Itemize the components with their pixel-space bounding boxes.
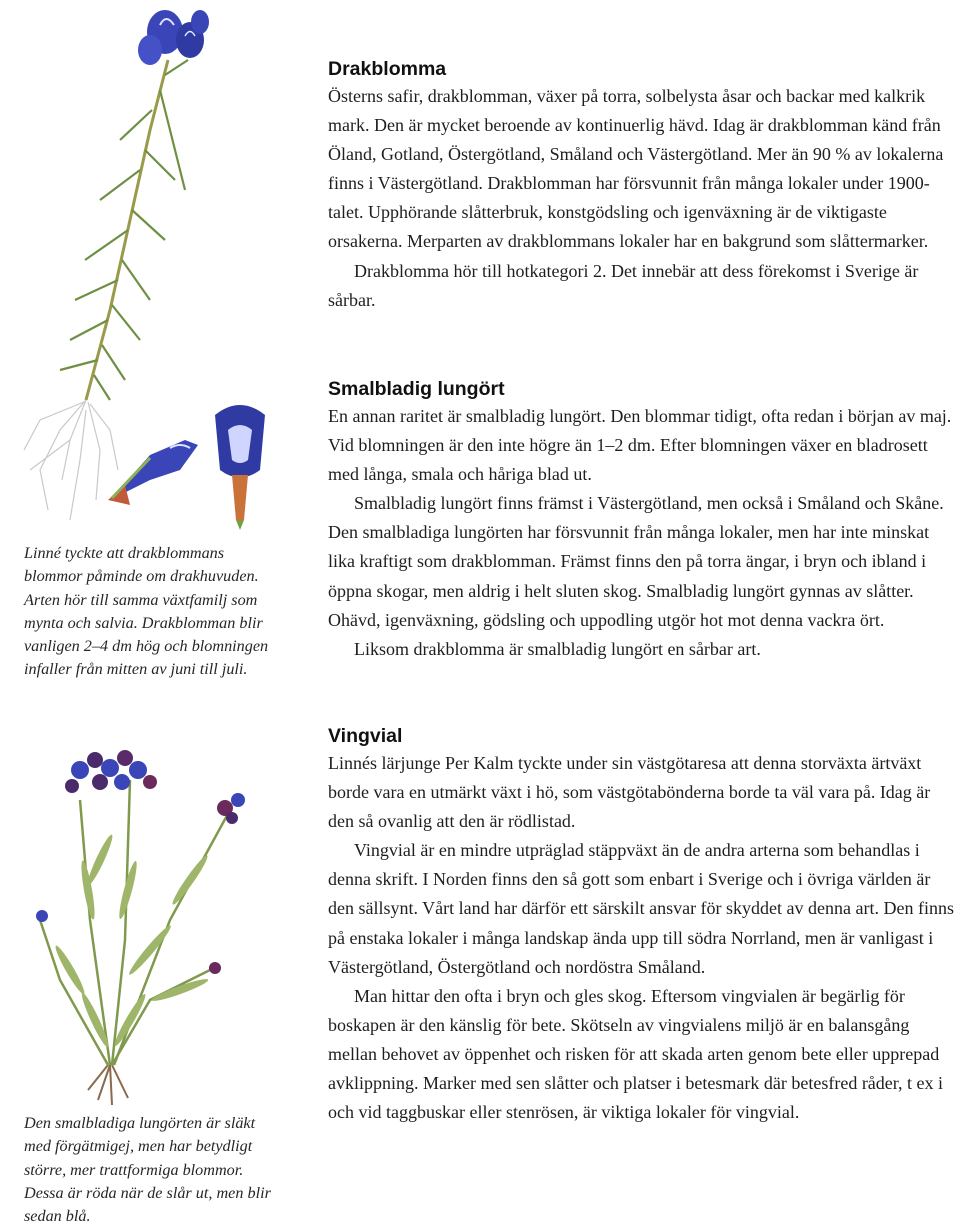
top-flower-cluster [138, 10, 209, 65]
paragraph: En annan raritet är smalbladig lungört. Den blommar tidigt, ofta redan i början av maj. Vid blomningen är den inte högre än 1–2 dm. Efter blomningen växer en bladrosett med långa, smala och håriga blad ut. [328, 406, 952, 485]
paragraph: Linnés lärjunge Per Kalm tyckte under sin västgötaresa att denna storväxta ärtväxt borde vara en utmärkt växt i hö, som västgötabönderna borde ta väl vara på. Idag är den så ovanlig att den är rödlistad. [328, 753, 931, 832]
section-drakblomma [328, 56, 958, 315]
flower-profile [108, 440, 198, 505]
paragraph: Liksom drakblomma är smalbladig lungört en sårbar art. [354, 638, 761, 659]
lungort-caption: Den smalbladiga lungörten är släkt med förgätmigej, men har betydligt större, mer trattformiga blommor. Dessa är röda när de slår ut, men blir sedan blå. [24, 1114, 271, 1226]
drakblomma-illustration [0, 0, 300, 540]
left-column [0, 0, 310, 1226]
stems [40, 780, 230, 1065]
section-vingvial [328, 723, 958, 1127]
section-title-vingvial: Vingvial [328, 725, 403, 747]
section-title-lungort: Smalbladig lungört [328, 378, 505, 400]
paragraph: Vingvial är en mindre utpräglad stäppväxt än de andra arterna som behandlas i denna skrift. I Norden finns den så gott som enbart i Sverige och i övriga världen är den sällsynt. Vårt land har därför ett särskilt ansvar för skyddet av denna art. Den finns på enstaka lokaler i många landskap ända upp till södra Norrland, men är vanligast i Västergötland, Östergötland och nordöstra Småland. [328, 840, 954, 977]
lungort-illustration [0, 720, 300, 1110]
leaves [53, 833, 211, 1049]
leaves [60, 60, 188, 400]
paragraph: Drakblomma hör till hotkategori 2. Det innebär att dess förekomst i Sverige är sårbar. [328, 260, 919, 310]
paragraph: Man hittar den ofta i bryn och gles skog. Eftersom vingvialen är begärlig för boskapen är den känslig för bete. Skötseln av vingvialens miljö är en balansgång mellan behovet av öppenhet och risken för att skada arten genom bete eller upprepad avklippning. Marker med sen slåtter och platser i betesmark där betesfred råder, t ex i och vid taggbuskar eller stenrösen, är viktiga lokaler för vingvial. [328, 985, 944, 1123]
paragraph: Smalbladig lungört finns främst i Västergötland, men också i Småland och Skåne. Den smalbladiga lungörten har försvunnit från många lokaler, men har inte minskat lika kraftigt som drakblomman. Främst finns den på torra ängar, i bryn och ibland i öppna skogar, men aldrig i helt sluten skog. Smalbladig lungört gynnas av slåtter. Ohävd, igenväxning, gödsling och uppodling utgör hot mot denna vackra ört. [328, 493, 944, 630]
roots [88, 1065, 128, 1105]
drakblomma-caption: Linné tyckte att drakblommans blommor påminde om drakhuvuden. Arten hör till samma växtfamilj som mynta och salvia. Drakblomman blir vanligen 2–4 dm hög och blomningen infaller från mitten av juni till juli. [24, 544, 269, 679]
flower-front [215, 405, 265, 530]
paragraph: Österns safir, drakblomman, växer på torra, solbelysta åsar och backar med kalkrik mark. Den är mycket beroende av kontinuerlig hävd. Idag är drakblomman känd från Öland, Gotland, Östergötland, Småland och Västergötland. Mer än 90 % av lokalerna finns i Västergötland. Drakblomman har försvunnit från många lokaler under 1900-talet. Upphörande slåtterbruk, konstgödsling och igenväxning är de viktigaste orsakerna. Merparten av drakblommans lokaler har en bakgrund som slåttermarker. [328, 86, 944, 252]
flower-clusters [36, 750, 245, 974]
section-lungort [328, 376, 958, 664]
root-lines [24, 400, 118, 520]
section-title-drakblomma: Drakblomma [328, 58, 447, 80]
